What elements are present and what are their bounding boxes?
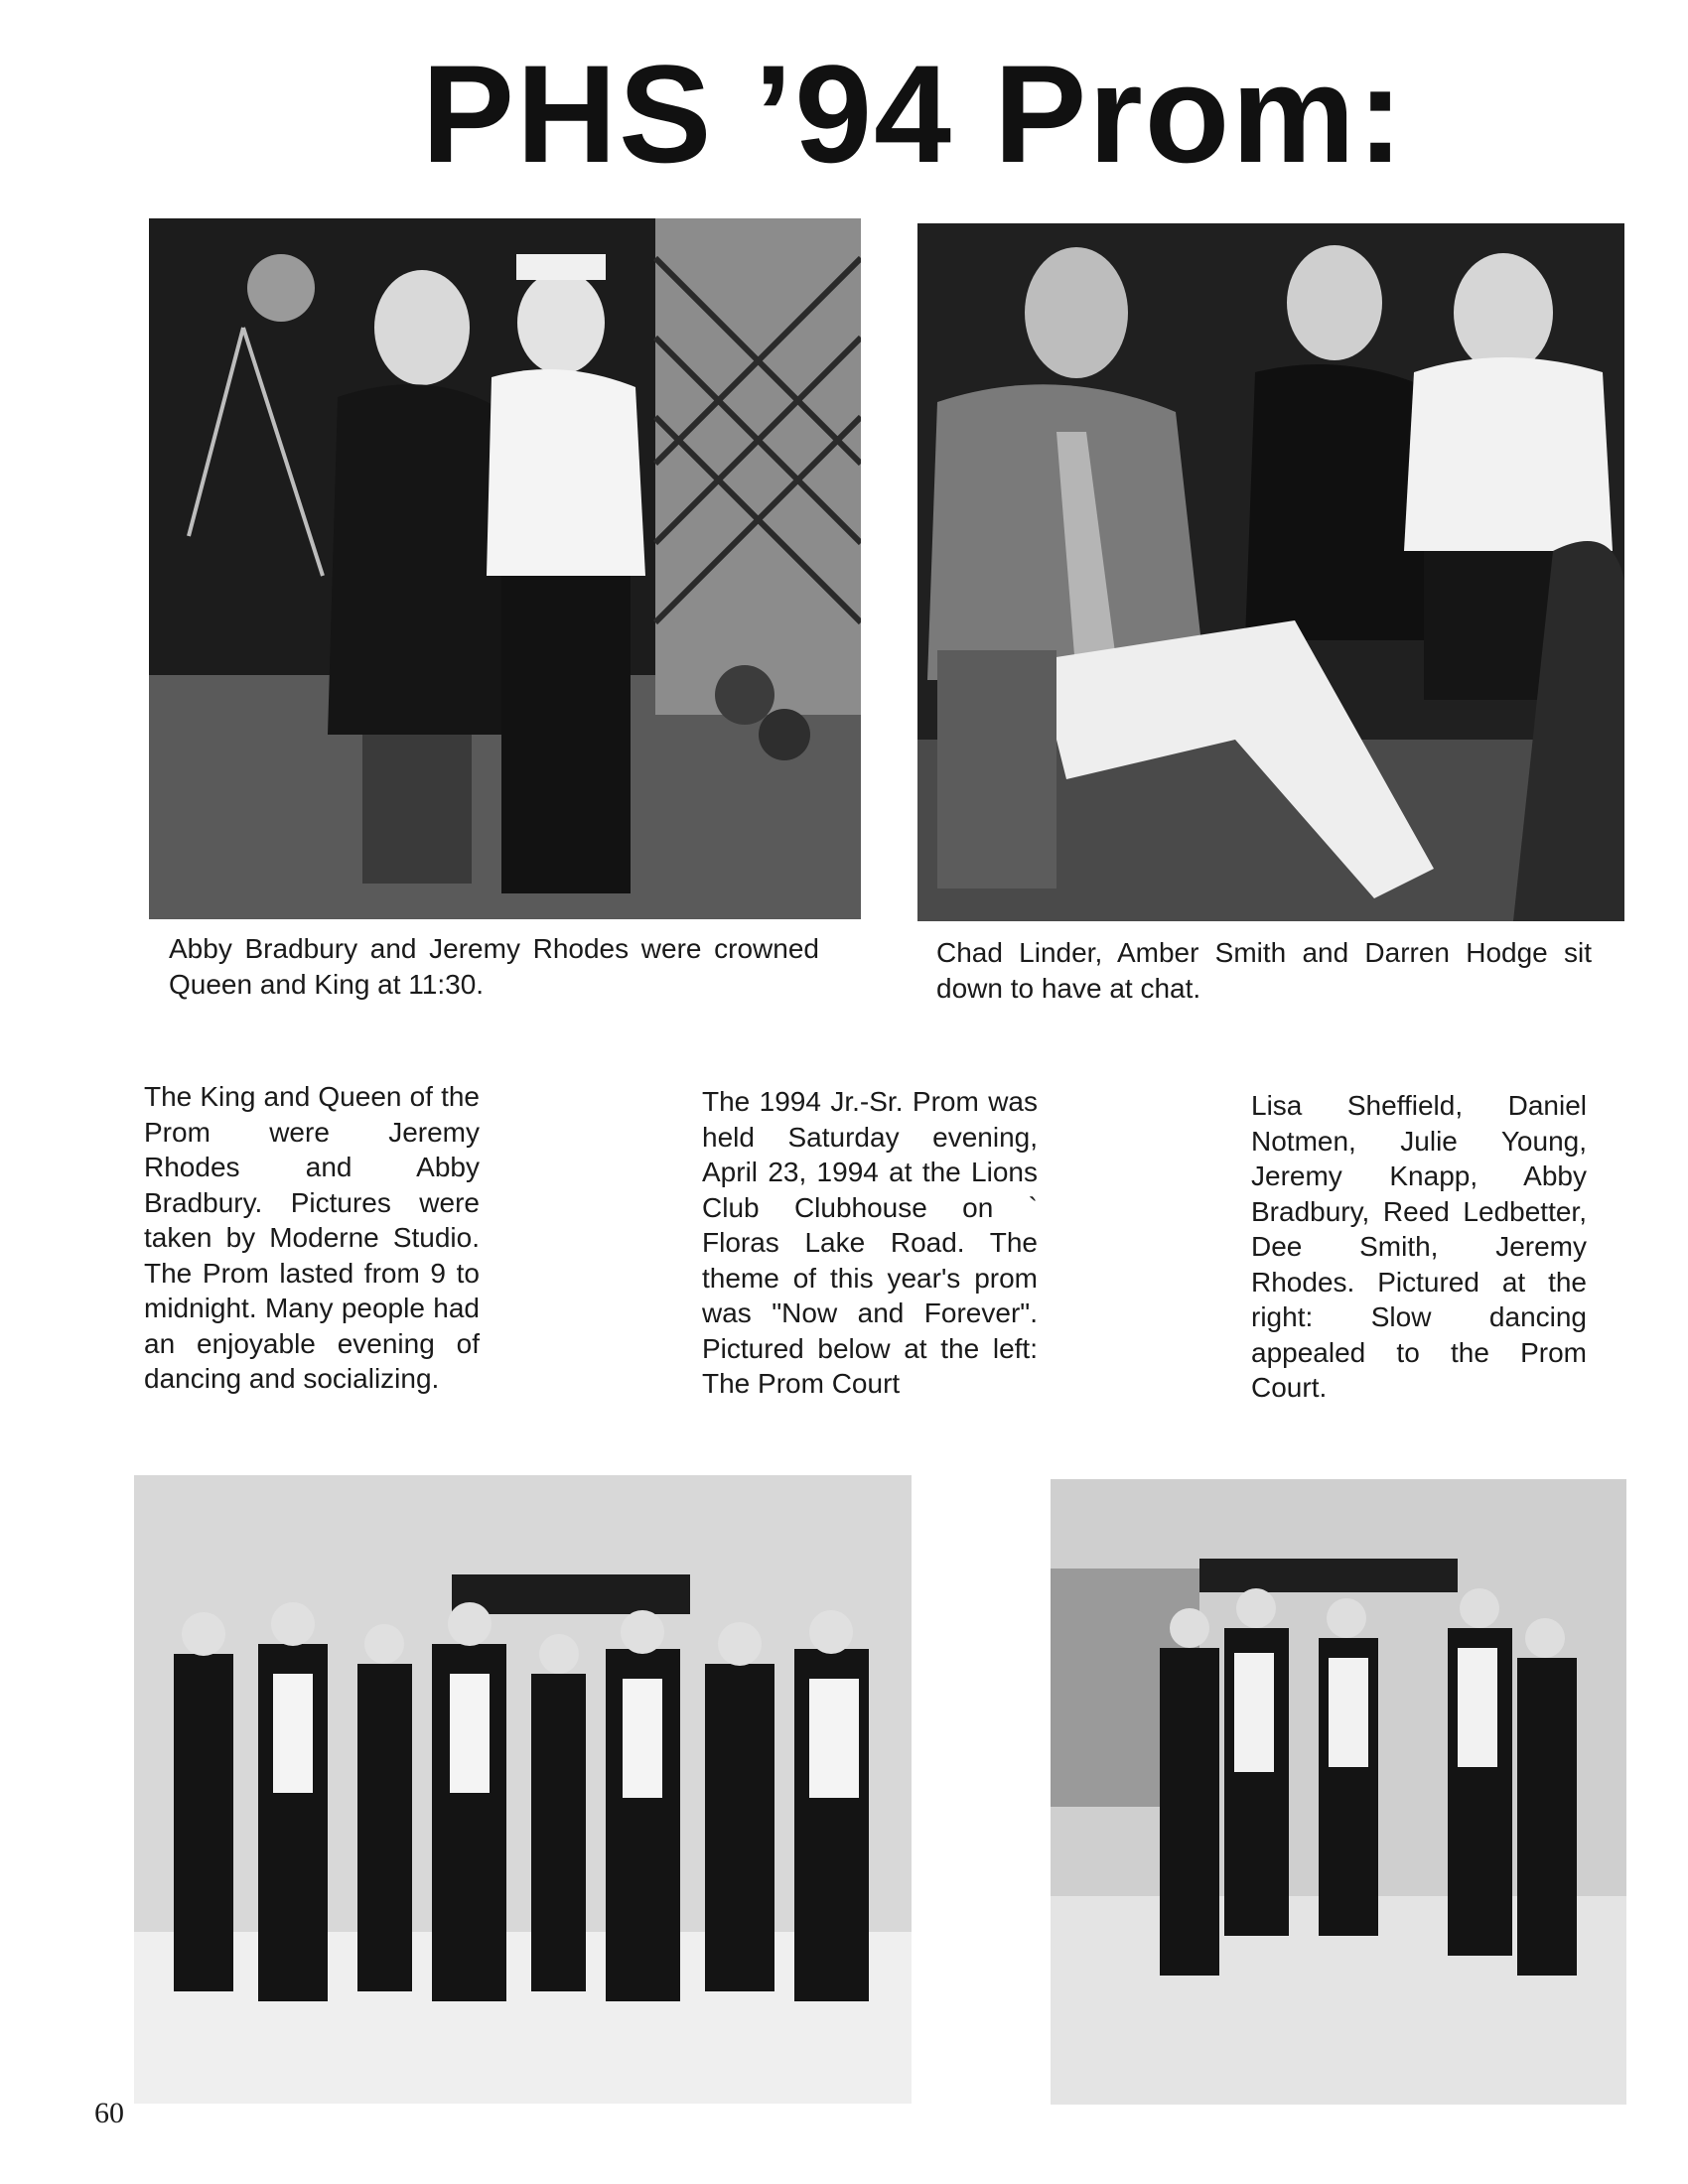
article-column-2: The 1994 Jr.-Sr. Prom was held Saturday evening, April 23, 1994 at the Lions Club Clubhouse on ` Floras Lake Road. The theme of this year's prom was "Now and Forever". Pictured below at the left: The Prom Court — [702, 1086, 1038, 1399]
caption-students-chatting: Chad Linder, Amber Smith and Darren Hodge sit down to have at chat. — [936, 937, 1592, 1004]
photo-slow-dancing — [1051, 1479, 1626, 2105]
photo-queen-and-king — [149, 218, 861, 919]
page-number: 60 — [94, 2097, 124, 2129]
photo-students-chatting — [917, 223, 1624, 921]
page-title: PHS ’94 Prom: — [421, 36, 1406, 192]
article-column-1: The King and Queen of the Prom were Jeremy Rhodes and Abby Bradbury. Pictures were taken by Moderne Studio. The Prom lasted from 9 to midnight. Many people had an enjoyable evening of dancing and socializing. — [144, 1081, 480, 1394]
caption-queen-and-king: Abby Bradbury and Jeremy Rhodes were crowned Queen and King at 11:30. — [169, 933, 819, 1000]
photo-prom-court — [134, 1475, 912, 2104]
article-column-3: Lisa Sheffield, Daniel Notmen, Julie Young, Jeremy Knapp, Abby Bradbury, Reed Ledbetter, Dee Smith, Jeremy Rhodes. Pictured at the right: Slow dancing appealed to the Prom Court. — [1251, 1090, 1587, 1403]
